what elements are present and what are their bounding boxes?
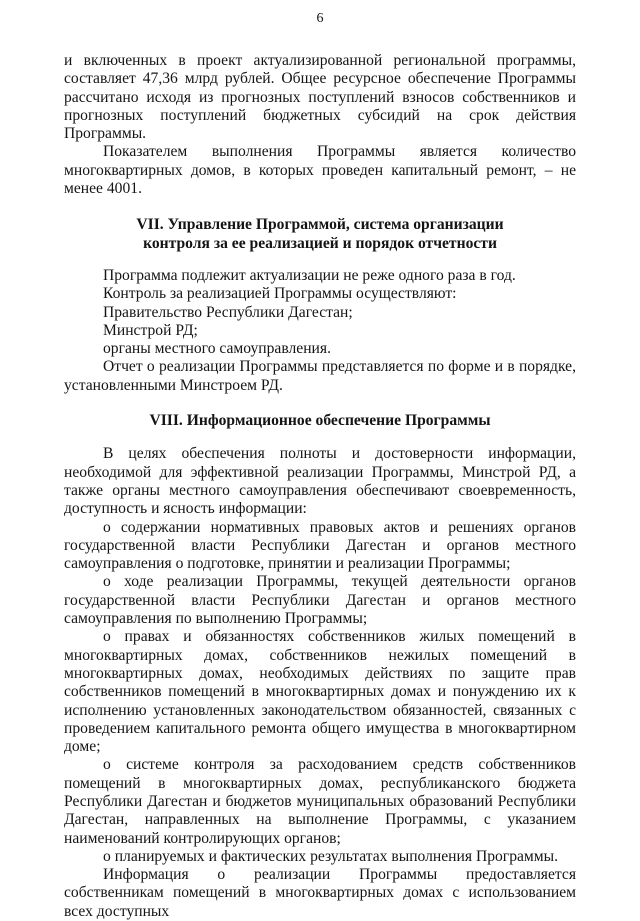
section-8-final-paragraph: Информация о реализации Программы предоставляется собственникам помещений в многоквартирных домах с использованием всех доступных bbox=[64, 866, 576, 920]
intro-paragraph-2: Показателем выполнения Программы является количество многоквартирных домов, в которых проведен капитальный ремонт, – не менее 4001. bbox=[64, 143, 576, 198]
section-8-item-4: о системе контроля за расходованием средств собственников помещений в многоквартирных домах, республиканского бюджета Республики Дагестан и бюджетов муниципальных образований Республики Дагестан, направленных на выполнение Программы, с указанием наименований контролирующих органов; bbox=[64, 756, 576, 847]
section-7-line-4: Минстрой РД; bbox=[103, 321, 198, 339]
section-7-heading bbox=[64, 216, 576, 253]
section-8-item-2: о ходе реализации Программы, текущей деятельности органов государственной власти Республики Дагестан и органов местного самоуправления по выполнению Программы; bbox=[64, 573, 576, 628]
page-number: 6 bbox=[316, 11, 324, 26]
section-7-line-5: органы местного самоуправления. bbox=[103, 340, 331, 358]
section-7-heading-line-1: VII. Управление Программой, система организации bbox=[136, 216, 504, 234]
section-8-heading: VIII. Информационное обеспечение Программы bbox=[149, 412, 491, 430]
section-7-line-2: Контроль за реализацией Программы осуществляют: bbox=[103, 285, 457, 303]
intro-paragraph-1: и включенных в проект актуализированной региональной программы, составляет 47,36 млрд рублей. Общее ресурсное обеспечение Программы рассчитано исходя из прогнозных поступлений взносов собственников и прогнозных поступлений бюджетных субсидий на срок действия Программы. bbox=[64, 52, 576, 143]
section-8-item-3: о правах и обязанностях собственников жилых помещений в многоквартирных домах, собственников нежилых помещений в многоквартирных домах, необходимых действиях по защите прав собственников помещений в многоквартирных домах и понуждению их к исполнению установленных законодательством обязанностей, связанных с проведением капитального ремонта общего имущества в многоквартирном доме; bbox=[64, 628, 576, 756]
section-7-report-paragraph: Отчет о реализации Программы представляется по форме и в порядке, установленными Минстроем РД. bbox=[64, 358, 576, 394]
section-8-item-5: о планируемых и фактических результатах выполнения Программы. bbox=[103, 847, 559, 865]
section-7-heading-line-2: контроля за ее реализацией и порядок отчетности bbox=[143, 234, 497, 252]
section-7-line-3: Правительство Республики Дагестан; bbox=[103, 303, 353, 321]
section-8-item-1: о содержании нормативных правовых актов и решениях органов государственной власти Республики Дагестан и органов местного самоуправления о подготовке, принятии и реализации Программы; bbox=[64, 518, 576, 573]
page-content bbox=[64, 52, 576, 921]
section-8-intro-paragraph: В целях обеспечения полноты и достоверности информации, необходимой для эффективной реализации Программы, Минстрой РД, а также органы местного самоуправления обеспечивают своевременность, доступность и ясность информации: bbox=[64, 445, 576, 518]
section-7-line-1: Программа подлежит актуализации не реже одного раза в год. bbox=[103, 266, 516, 284]
